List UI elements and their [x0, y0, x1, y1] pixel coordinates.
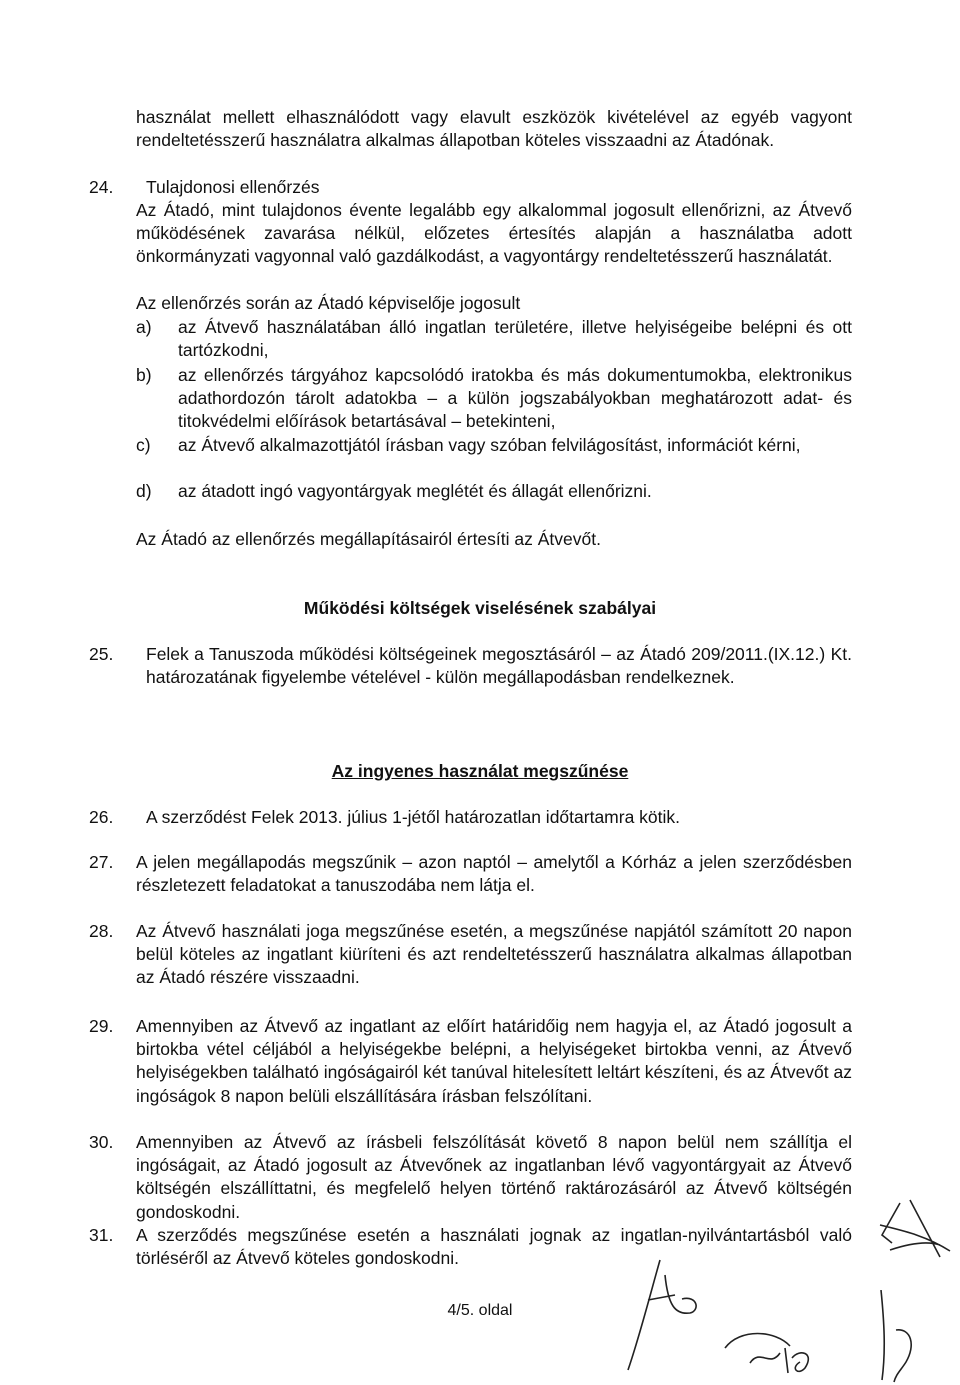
intro-text: használat mellett elhasználódott vagy elavult eszközök kivételével az egyéb vagyont rendeltetésszerű használatra alkalmas állapotban köteles visszaadni az Átadónak. [136, 107, 852, 151]
section-25-text: Felek a Tanuszoda működési költségeinek megosztásáról – az Átadó 209/2011.(IX.12.) Kt. határozatának figyelembe vételével - külön megállapodásban rendelkeznek. [146, 644, 852, 688]
section-29-number: 29. [89, 1016, 114, 1036]
section-31-number: 31. [89, 1225, 114, 1245]
page-number-footer: 4/5. oldal [447, 1302, 513, 1319]
list-item-b-text: az ellenőrzés tárgyához kapcsolódó iratokba és más dokumentumokba, elektronikus adathordozón tárolt adatokba – a külön jogszabályokban meghatározott adat- és titokvédelmi előírások betartásával – betekinteni, [178, 365, 852, 432]
signature-handwritten-4b [620, 1255, 710, 1375]
list-item-b [136, 364, 852, 434]
signature-initials-top-right [870, 1195, 954, 1275]
section-30-number: 30. [89, 1132, 114, 1152]
list-item-d-text: az átadott ingó vagyontárgyak meglétét és állagát ellenőrizni. [178, 481, 652, 501]
heading-termination: Az ingyenes használat megszűnése [331, 761, 629, 781]
section-31-text: A szerződés megszűnése esetén a használati jognak az ingatlan-nyilvántartásból való törléséről az Átvevő köteles gondoskodni. [136, 1225, 852, 1269]
signature-mark-right [866, 1290, 926, 1385]
section-24-p1-text: Az Átadó, mint tulajdonos évente legalább egy alkalommal jogosult ellenőrizni, az Átvevő működésének zavarása nélkül, előzetes értesítés alapján a használatba adott önkormányzati vagyonnal való gazdálkodást, a vagyontárgy rendeltetésszerű használatát. [136, 200, 852, 267]
section-26-text: A szerződést Felek 2013. július 1-jétől határozatlan időtartamra kötik. [146, 807, 681, 827]
section-24-title: Tulajdonosi ellenőrzés [146, 177, 320, 197]
list-item-a-letter: a) [136, 317, 152, 337]
heading-operating-costs: Működési költségek viselésének szabályai [303, 598, 657, 618]
section-24-number: 24. [89, 177, 114, 197]
list-item-c-letter: c) [136, 435, 151, 455]
section-27-text: A jelen megállapodás megszűnik – azon naptól – amelytől a Kórház a jelen szerződésben részletezett feladatokat a tanuszodába nem látja el. [136, 852, 852, 896]
list-item-a-text: az Átvevő használatában álló ingatlan területére, illetve helyiségeibe belépni és ott tartózkodni, [178, 317, 852, 361]
section-28-text: Az Átvevő használati joga megszűnése esetén, a megszűnése napjától számított 20 napon belül köteles az ingatlant kiüríteni és azt rendeltetésszerű használatra alkalmas állapotban az Átadó részére visszaadni. [136, 921, 852, 988]
list-item-a [136, 316, 852, 362]
section-24-paragraph-1 [136, 199, 852, 269]
list-item-b-letter: b) [136, 365, 152, 385]
section-26-number: 26. [89, 807, 114, 827]
list-item-d-letter: d) [136, 481, 152, 501]
list-item-c-text: az Átvevő alkalmazottjától írásban vagy szóban felvilágosítást, információt kérni, [178, 435, 801, 455]
list-item-c [136, 434, 852, 457]
section-29-text: Amennyiben az Átvevő az ingatlant az előírt határidőig nem hagyja el, az Átadó jogosult a birtokba vétel céljából a helyiségekbe belépni, a helyiségeket birtokba venni, az Átvevő helyiségekben található ingóságairól két tanúval hitelesített leltárt készíteni, és az Átvevőt az ingóságok 8 napon belüli elszállítására írásban felszólítani. [136, 1016, 852, 1106]
section-28-number: 28. [89, 921, 114, 941]
intro-paragraph [136, 106, 852, 152]
section-25-number: 25. [89, 644, 114, 664]
section-27-number: 27. [89, 852, 114, 872]
section-24-paragraph-2: Az ellenőrzés során az Átadó képviselője jogosult [136, 293, 521, 313]
section-30-text: Amennyiben az Átvevő az írásbeli felszólítását követő 8 napon belül nem szállítja el ingóságait, az Átadó jogosult az Átvevőnek az ingatlanban lévő vagyontárgyait az Átvevő költségén elszállíttatni, és megfelelő helyen történő raktározásáról az Átvevő költségén gondoskodni. [136, 1132, 852, 1222]
section-24-paragraph-3: Az Átadó az ellenőrzés megállapításairól értesíti az Átvevőt. [136, 529, 601, 549]
signature-initials-bottom [720, 1318, 830, 1380]
list-item-d [136, 480, 852, 503]
